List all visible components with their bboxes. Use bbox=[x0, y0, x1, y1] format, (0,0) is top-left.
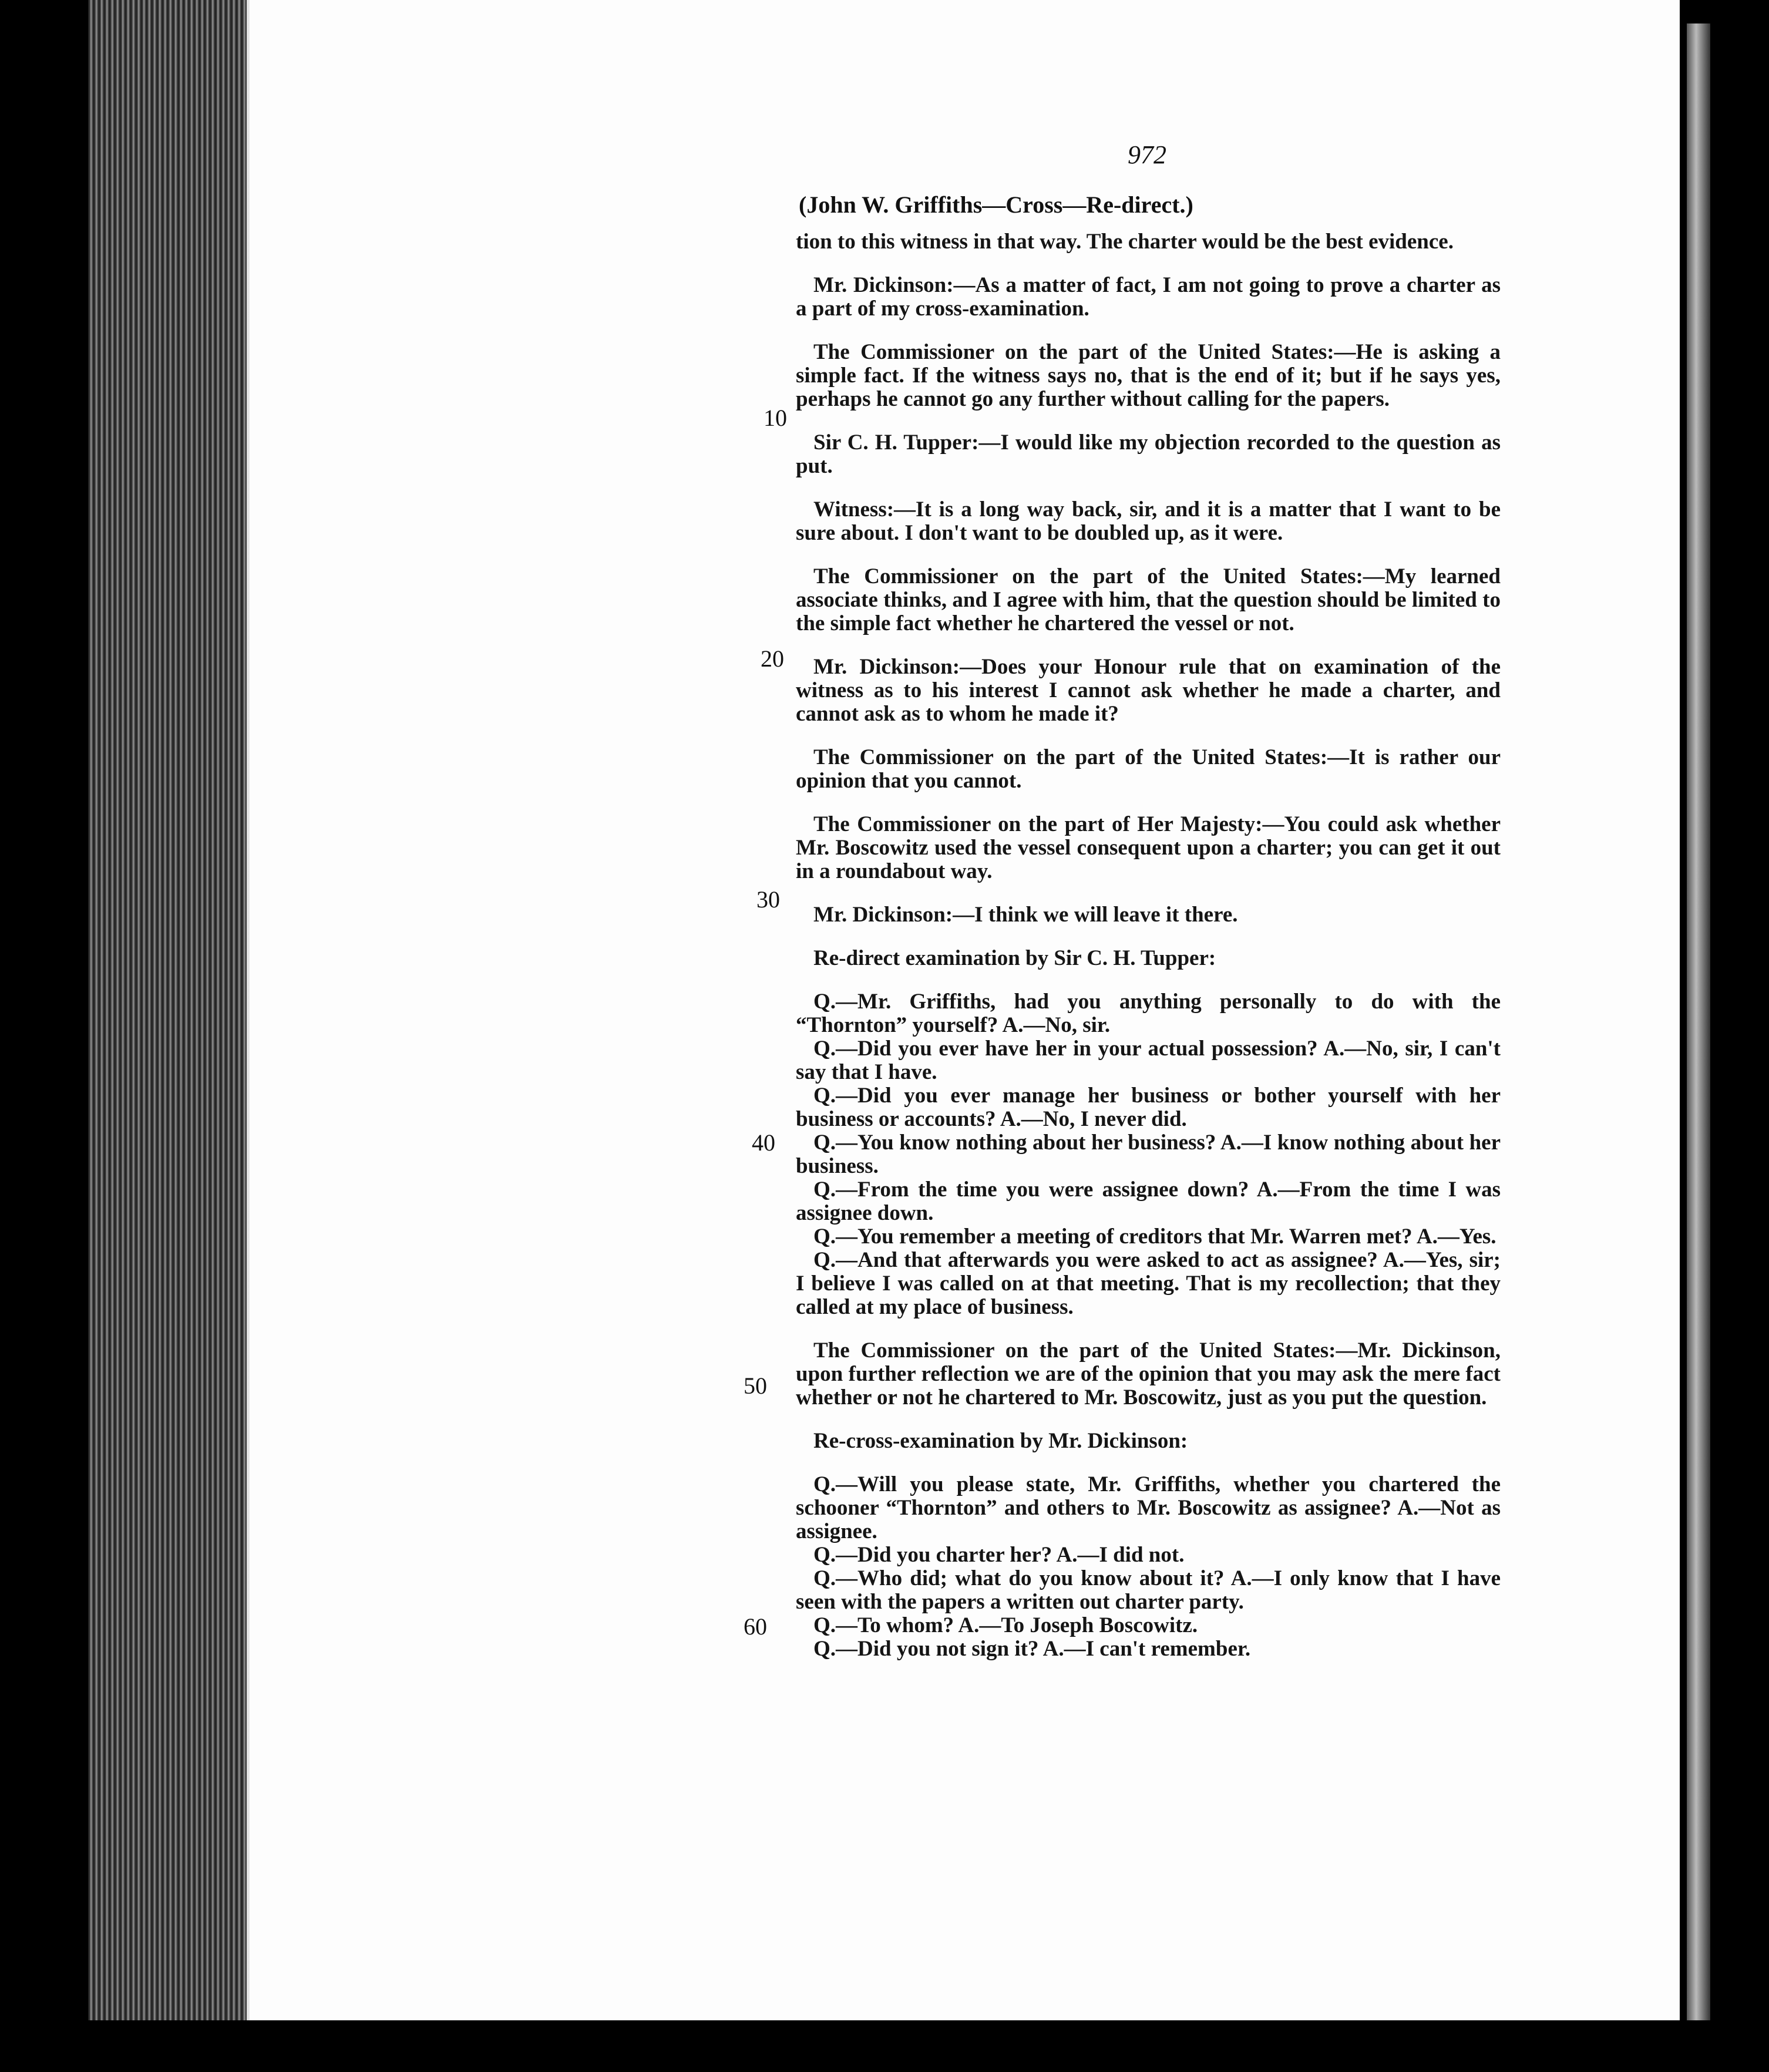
section-heading: Re-cross-examination by Mr. Dickinson: bbox=[813, 1429, 1188, 1453]
qa-item: Q.—Did you ever manage her business or bother yourself with her business or accounts? A.—No, I never did. bbox=[796, 1084, 1501, 1131]
paragraph: The Commissioner on the part of the United States:—It is rather our opinion that you cannot. bbox=[796, 745, 1501, 793]
book-page-edges bbox=[88, 0, 253, 2020]
paragraph: Witness:—It is a long way back, sir, and it is a matter that I want to be sure about. I don't want to be doubled up, as it were. bbox=[796, 497, 1501, 545]
qa-item: Q.—To whom? A.—To Joseph Boscowitz. bbox=[813, 1613, 1198, 1637]
page-number: 972 bbox=[1128, 140, 1166, 169]
paragraph: Sir C. H. Tupper:—I would like my objection recorded to the question as put. bbox=[796, 430, 1501, 478]
qa-item: Q.—You remember a meeting of creditors that Mr. Warren met? A.—Yes. bbox=[813, 1225, 1496, 1249]
qa-item: Q.—Who did; what do you know about it? A.—I only know that I have seen with the papers a written out charter party. bbox=[796, 1566, 1501, 1614]
facing-page-edge bbox=[1687, 23, 1710, 2020]
paragraph: The Commissioner on the part of Her Majesty:—You could ask whether Mr. Boscowitz used the vessel consequent upon a charter; you can get it out in a roundabout way. bbox=[796, 812, 1501, 883]
paragraph: The Commissioner on the part of the United States:—My learned associate thinks, and I agree with him, that the question should be limited to the simple fact whether he chartered the vessel or not. bbox=[796, 564, 1501, 635]
section-heading: Re-direct examination by Sir C. H. Tupper: bbox=[813, 946, 1216, 970]
qa-item: Q.—Did you charter her? A.—I did not. bbox=[813, 1543, 1185, 1567]
redirect-qa-block bbox=[796, 990, 1501, 1319]
line-number-10: 10 bbox=[764, 405, 787, 431]
qa-item: Q.—From the time you were assignee down? A.—From the time I was assignee down. bbox=[796, 1178, 1501, 1225]
line-number-60: 60 bbox=[744, 1613, 767, 1640]
qa-item: Q.—Did you ever have her in your actual possession? A.—No, sir, I can't say that I have. bbox=[796, 1037, 1501, 1084]
qa-item: Q.—Will you please state, Mr. Griffiths, whether you chartered the schooner “Thornton” and others to Mr. Boscowitz as assignee? A.—Not as assignee. bbox=[796, 1472, 1501, 1543]
recross-qa-block bbox=[796, 1473, 1501, 1661]
paragraph: Mr. Dickinson:—Does your Honour rule that on examination of the witness as to his interest I cannot ask whether he made a charter, and cannot ask as to whom he made it? bbox=[796, 655, 1501, 726]
paragraph: Mr. Dickinson:—As a matter of fact, I am not going to prove a charter as a part of my cross-examination. bbox=[796, 273, 1501, 321]
body-text bbox=[796, 230, 1501, 1681]
qa-item: Q.—Did you not sign it? A.—I can't remember. bbox=[813, 1637, 1251, 1661]
line-number-20: 20 bbox=[761, 645, 784, 672]
qa-item: Q.—You know nothing about her business? A.—I know nothing about her business. bbox=[796, 1131, 1501, 1178]
paragraph: tion to this witness in that way. The charter would be the best evidence. bbox=[796, 230, 1454, 254]
line-number-50: 50 bbox=[744, 1373, 767, 1399]
qa-item: Q.—Mr. Griffiths, had you anything personally to do with the “Thornton” yourself? A.—No, sir. bbox=[796, 990, 1501, 1037]
paragraph: The Commissioner on the part of the United States:—He is asking a simple fact. If the witness says no, that is the end of it; but if he says yes, perhaps he cannot go any further without calling for the papers. bbox=[796, 340, 1501, 411]
paragraph: The Commissioner on the part of the United States:—Mr. Dickinson, upon further reflection we are of the opinion that you may ask the mere fact whether or not he chartered to Mr. Boscowitz, just as you put the question. bbox=[796, 1338, 1501, 1410]
running-head: (John W. Griffiths—Cross—Re-direct.) bbox=[799, 191, 1193, 218]
line-number-40: 40 bbox=[752, 1129, 775, 1156]
qa-item: Q.—And that afterwards you were asked to act as assignee? A.—Yes, sir; I believe I was called on at that meeting. That is my recollection; that they called at my place of business. bbox=[796, 1248, 1501, 1319]
paragraph: Mr. Dickinson:—I think we will leave it there. bbox=[813, 903, 1238, 927]
bottom-border bbox=[0, 2020, 1769, 2072]
line-number-30: 30 bbox=[756, 886, 780, 913]
